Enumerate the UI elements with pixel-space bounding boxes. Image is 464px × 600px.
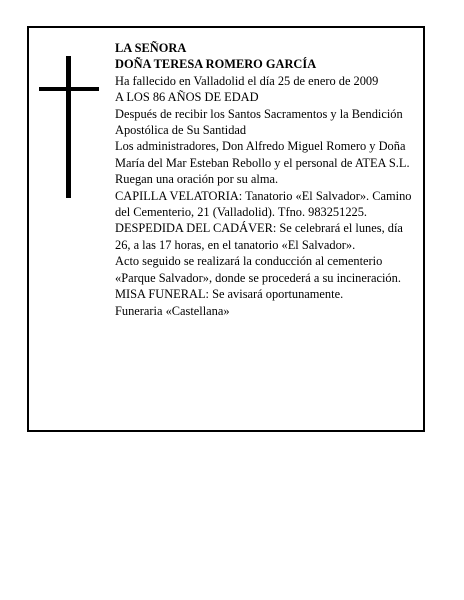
notice-text [115, 40, 419, 319]
funeral-home: Funeraria «Castellana» [115, 303, 230, 318]
cross-icon [39, 56, 99, 198]
funeral-mass-info: MISA FUNERAL: Se avisará oportunamente. [115, 287, 344, 302]
cross-vertical-bar [66, 56, 71, 198]
conduction-info: Acto seguido se realizará la conducción al cementerio «Parque Salvador», donde se procederá a su incineración. [115, 254, 401, 285]
farewell-info: DESPEDIDA DEL CADÁVER: Se celebrará el lunes, día 26, a las 17 horas, en el tanatorio «El Salvador». [115, 221, 403, 252]
deceased-name: DOÑA TERESA ROMERO GARCÍA [115, 57, 317, 72]
notice-title: LA SEÑORA [115, 41, 187, 55]
sacraments-statement: Después de recibir los Santos Sacramentos y la Bendición Apostólica de Su Santidad [115, 106, 403, 138]
death-statement: Ha fallecido en Valladolid el día 25 de enero de 2009 [115, 73, 379, 88]
obituary-notice [27, 26, 425, 432]
chapel-info: CAPILLA VELATORIA: Tanatorio «El Salvador». Camino del Cementerio, 21 (Valladolid). Tfno. 983251225. [115, 188, 412, 220]
prayer-request: Ruegan una oración por su alma. [115, 172, 279, 187]
age-statement: A LOS 86 AÑOS DE EDAD [115, 90, 259, 105]
family-statement: Los administradores, Don Alfredo Miguel Romero y Doña María del Mar Esteban Rebollo y el personal de ATEA S.L. [115, 139, 410, 170]
cross-horizontal-bar [39, 87, 99, 91]
